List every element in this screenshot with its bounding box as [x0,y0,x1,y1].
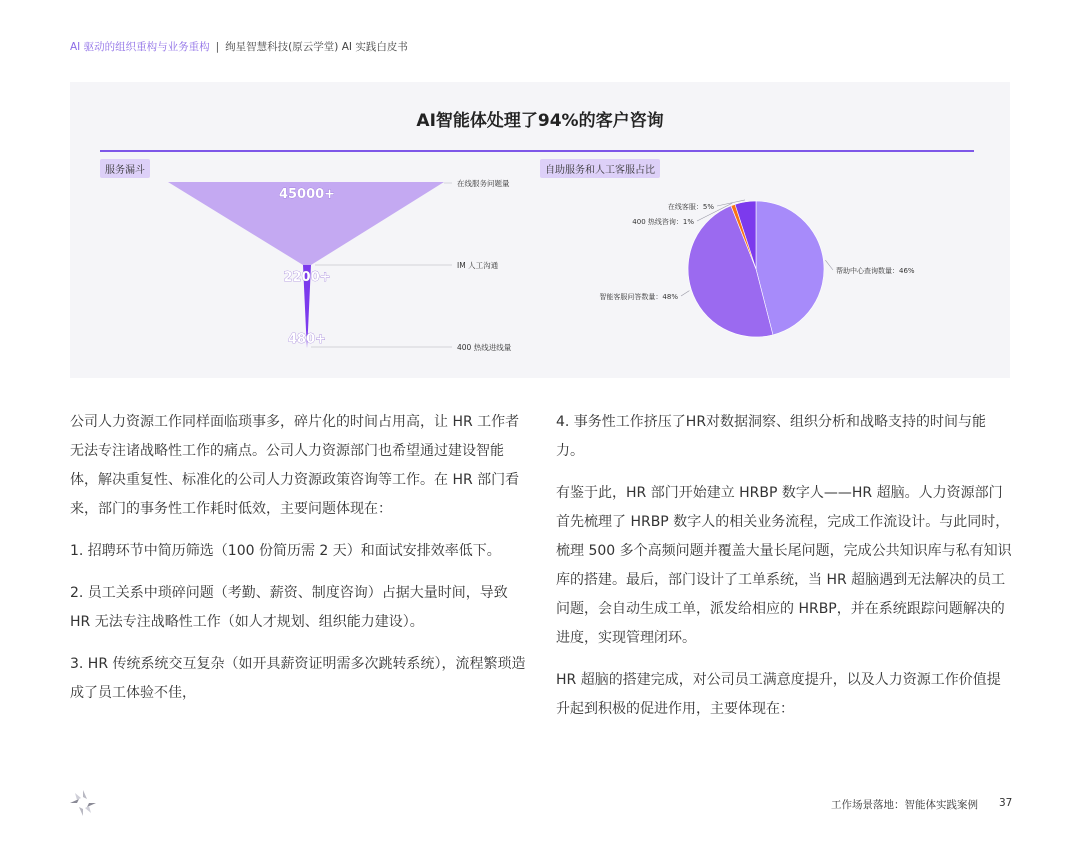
funnel-stage-label: 在线服务问题量 [457,179,510,188]
brand-logo-icon [68,788,98,818]
charts-svg [70,82,1010,378]
body-right-column [556,408,1012,737]
funnel-stage-label: IM 人工沟通 [457,261,499,270]
paragraph: HR 超脑的搭建完成，对公司员工满意度提升，以及人力资源工作价值提升起到积极的促进作用，主要体现在： [556,672,1001,717]
pie-slice-label: 帮助中心查询数量：46% [836,267,915,275]
list-item: 4. 事务性工作挤压了HR对数据洞察、组织分析和战略支持的时间与能力。 [556,414,987,459]
paragraph: 有鉴于此，HR 部门开始建立 HRBP 数字人——HR 超脑。人力资源部门首先梳理了 HRBP 数字人的相关业务流程，完成工作流设计。与此同时，梳理 500 多个高频问题并覆盖大量长尾问题，完成公共知识库与私有知识库的搭建。最后，部门设计了工单系统，当 HR 超脑遇到无法解决的员工问题，会自动生成工单，派发给相应的 HRBP，并在系统跟踪问题解决的进度，实现管理闭环。 [556,485,1012,646]
funnel-stage-value: 45000+ [278,187,336,202]
list-item: 2. 员工关系中琐碎问题（考勤、薪资、制度咨询）占据大量时间，导致 HR 无法专注战略性工作（如人才规划、组织能力建设）。 [70,585,508,630]
paragraph: 公司人力资源工作同样面临琐事多，碎片化的时间占用高，让 HR 工作者无法专注诸战略性工作的痛点。公司人力资源部门也希望通过建设智能体，解决重复性、标准化的公司人力资源政策咨询等工作。在 HR 部门看来，部门的事务性工作耗时低效，主要问题体现在： [70,414,520,517]
header-document-title: 绚星智慧科技(原云学堂) AI 实践白皮书 [225,41,408,53]
header-separator: | [215,41,220,53]
pie-slice-label: 在线客服：5% [667,203,714,211]
pie-leader-line [825,260,833,270]
funnel-stage-value: 480+ [287,332,327,347]
funnel-stage-value: 2200+ [283,270,331,285]
body-left-column [70,408,526,721]
page-number: 37 [999,797,1013,809]
funnel-tag: 服务漏斗 [100,159,150,178]
pie-slice-label: 400 热线咨询：1% [632,218,694,226]
pie-leader-line [681,291,689,296]
chart-panel-title: AI智能体处理了94%的客户咨询 [416,111,664,131]
pie-tag: 自助服务和人工客服占比 [540,159,660,178]
list-item: 1. 招聘环节中简历筛选（100 份简历需 2 天）和面试安排效率低下。 [70,543,501,559]
list-item: 3. HR 传统系统交互复杂（如开具薪资证明需多次跳转系统），流程繁琐造成了员工体验不佳， [70,656,526,701]
funnel-stage-label: 400 热线进线量 [457,343,512,352]
page-header [70,39,408,54]
header-section-title: AI 驱动的组织重构与业务重构 [70,41,210,53]
chart-panel [70,82,1010,378]
footer-section-title: 工作场景落地：智能体实践案例 [831,799,978,811]
pie-slice-label: 智能客服问答数量：48% [599,293,678,301]
